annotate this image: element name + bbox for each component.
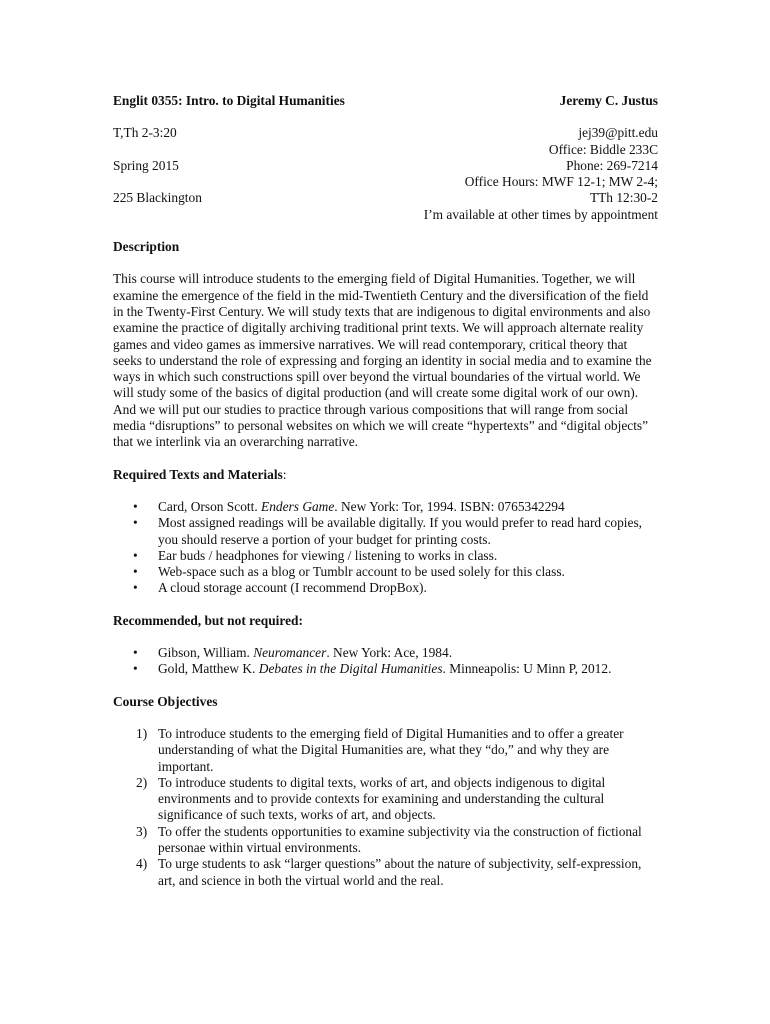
instructor-contact	[424, 125, 658, 223]
list-item: • Web-space such as a blog or Tumblr account to be used solely for this class.	[133, 564, 565, 580]
class-schedule: T,Th 2-3:20	[113, 125, 177, 141]
list-item: • Ear buds / headphones for viewing / listening to works in class.	[133, 547, 498, 563]
bullet-icon: •	[133, 580, 138, 596]
objectives-heading: Course Objectives	[113, 693, 218, 709]
term: Spring 2015	[113, 157, 179, 173]
recommended-heading: Recommended, but not required:	[113, 612, 303, 628]
required-heading	[113, 467, 658, 483]
instructor-name: Jeremy C. Justus	[559, 93, 658, 108]
classroom: 225 Blackington	[113, 189, 202, 205]
bullet-icon: •	[133, 564, 138, 580]
required-heading-text: Required Texts and Materials	[113, 466, 283, 482]
objectives-list	[113, 726, 658, 889]
bullet-icon: •	[133, 515, 138, 531]
bullet-icon: •	[133, 547, 138, 563]
required-list	[113, 499, 658, 597]
availability-note: I’m available at other times by appointment	[423, 206, 658, 222]
list-item: • Gold, Matthew K. Debates in the Digital Humanities. Minneapolis: U Minn P, 2012.	[133, 661, 612, 677]
course-title: Englit 0355: Intro. to Digital Humanities	[113, 93, 345, 108]
bullet-icon: •	[133, 645, 138, 661]
course-logistics	[113, 125, 202, 206]
office-hours-continued: TTh 12:30-2	[589, 190, 658, 206]
recommended-list	[113, 645, 658, 678]
description-heading: Description	[113, 239, 180, 255]
list-item: 2) To introduce students to digital texts, works of art, and objects indigenous to digital environments and to provide contexts for examining and understanding the cultural significance of such texts, works of art, and objects.	[136, 774, 606, 823]
list-item: 3) To offer the students opportunities to examine subjectivity via the construction of fictional personae within virtual environments.	[136, 823, 642, 855]
bullet-icon: •	[133, 498, 138, 514]
instructor-email[interactable]: jej39@pitt.edu	[578, 125, 658, 141]
list-item: • Card, Orson Scott. Enders Game. New York: Tor, 1994. ISBN: 0765342294	[133, 498, 565, 514]
list-item: 1) To introduce students to the emerging field of Digital Humanities and to offer a greater understanding of what the Digital Humanities are, what they “do,” and why they are important.	[136, 725, 624, 774]
syllabus-page	[113, 93, 658, 889]
list-item: • Gibson, William. Neuromancer. New York: Ace, 1984.	[133, 645, 453, 661]
list-item: • Most assigned readings will be available digitally. If you would prefer to read hard copies, you should reserve a portion of your budget for printing costs.	[133, 515, 643, 547]
list-item: 4) To urge students to ask “larger questions” about the nature of subjectivity, self-expression, art, and science in both the virtual world and the real.	[136, 856, 642, 888]
office-location: Office: Biddle 233C	[548, 141, 658, 157]
description-body: This course will introduce students to the emerging field of Digital Humanities. Together, we will examine the emergence of the field in the mid-Twentieth Century and the diversification of the field in the Twenty-First Century. We will study texts that are indigenous to digital environments and also examine the practice of digitally archiving traditional print texts. We will approach alternate reality games and video games as immersive narratives. We will read contemporary, critical theory that seeks to understand the role of expressing and forging an identity in social media and to examine the ways in which such constructions spill over beyond the virtual boundaries of the virtual world. We will study some of the basics of digital production (and will create some digital work of our own). And we will put our studies to practice through various compositions that will range from social media “disruptions” to personal websites on which we will create “hypertexts” and “digital objects” that we interlink via an overarching narrative.	[113, 271, 652, 450]
course-info	[113, 125, 658, 223]
required-heading-colon: :	[282, 466, 287, 482]
syllabus-header	[113, 93, 658, 109]
office-hours: Office Hours: MWF 12-1; MW 2-4;	[464, 174, 658, 190]
bullet-icon: •	[133, 661, 138, 677]
phone-number: Phone: 269-7214	[566, 157, 658, 173]
list-item: • A cloud storage account (I recommend DropBox).	[133, 580, 427, 596]
